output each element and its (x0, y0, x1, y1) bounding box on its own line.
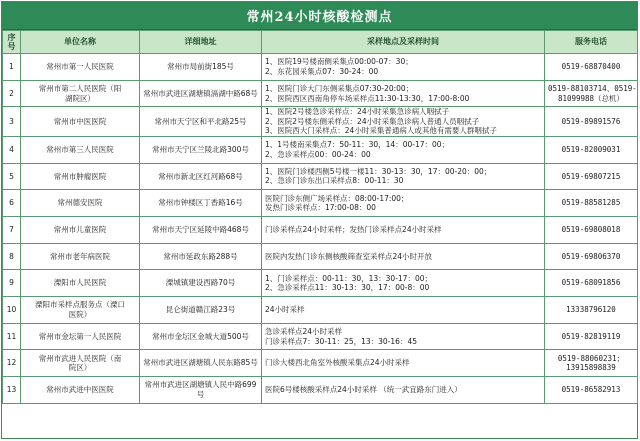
phone-cell-line: 13915898839 (566, 363, 616, 373)
unit-name-cell-line: 常州市第一人民医院 (46, 62, 114, 72)
row-number: 13 (3, 377, 21, 404)
sampling-cell-line: 门诊采样点7：30-11：25，13：30-16：45 (265, 336, 417, 346)
column-header-no: 序号 (3, 31, 21, 54)
sampling-cell-line: 2、医院2号楼东侧采样点：24小时采集急诊病人普通人员咽拭子 (265, 116, 480, 126)
phone-cell-line: 0519-82009031 (561, 144, 621, 154)
unit-name-cell-line: 常州市肿瘤医院 (53, 171, 107, 181)
sampling-cell (262, 297, 545, 324)
row-number: 4 (3, 136, 21, 163)
address-cell (140, 136, 262, 163)
sampling-cell (262, 107, 545, 137)
unit-name-cell (21, 270, 140, 297)
unit-name-cell (21, 350, 140, 377)
table-row (3, 243, 638, 270)
testing-sites-sheet (1, 1, 638, 439)
unit-name-cell-line: 常州德安医院 (57, 198, 103, 208)
row-number: 12 (3, 350, 21, 377)
address-cell-line: 常州市局前街185号 (167, 62, 234, 72)
table-row (3, 377, 638, 404)
address-cell-line: 常州市天宁区和平北路25号 (154, 116, 247, 126)
address-cell-line: 常州市金坛区金城大道500号 (152, 331, 249, 341)
table-body (3, 54, 638, 404)
unit-name-cell (21, 80, 140, 107)
sampling-cell-line: 1、医院门诊楼西侧5号楼一楼11：30-13：30，17：00-20：00； (265, 166, 492, 176)
unit-name-cell (21, 243, 140, 270)
address-cell (140, 297, 262, 324)
unit-name-cell-line: 常州市第三人民医院 (46, 144, 114, 154)
address-cell (140, 80, 262, 107)
sampling-cell (262, 270, 545, 297)
sampling-cell-line: 2、急诊采样点00：00-24：00 (265, 149, 371, 159)
phone-cell (545, 107, 638, 137)
sampling-cell-line: 医院6号楼核酸采样点24小时采样 （统一武宜路东门进入） (265, 385, 462, 395)
address-cell (140, 107, 262, 137)
table-row (3, 350, 638, 377)
unit-name-cell (21, 107, 140, 137)
unit-name-cell-line: 常州市第二人民医院（阳 (38, 84, 122, 94)
address-cell-line: 常州市天宁区兰陵北路300号 (152, 144, 249, 154)
table-row (3, 190, 638, 217)
sampling-cell-line: 2、急诊采样点11：30-13：30，17：00-8：00 (265, 283, 430, 293)
testing-sites-table (2, 30, 638, 404)
sampling-cell (262, 136, 545, 163)
unit-name-cell-line: 常州市武进中医医院 (46, 385, 114, 395)
table-header-row (3, 31, 638, 54)
address-cell-line: 常州市武进区湖塘镇人民中路699 (144, 380, 257, 390)
address-cell-line: 常州市天宁区延陵中路468号 (152, 225, 249, 235)
table-row (3, 80, 638, 107)
phone-cell (545, 216, 638, 243)
phone-cell-line: 0519-89891576 (561, 116, 621, 126)
column-header-phone: 服务电话 (545, 31, 638, 54)
column-header-sampling: 采样地点及采样时间 (262, 31, 545, 54)
unit-name-cell (21, 216, 140, 243)
address-cell (140, 216, 262, 243)
sampling-cell-line: 2、医院西区西南角停车场采样点11:30-13:30，17:00-8:00 (265, 93, 470, 103)
phone-cell-line: 0519-82819119 (561, 331, 621, 341)
unit-name-cell-line: 溧阳市人民医院 (53, 278, 107, 288)
row-number: 10 (3, 297, 21, 324)
phone-cell-line: 0519-86582913 (561, 385, 621, 395)
row-number: 7 (3, 216, 21, 243)
column-header-address: 详细地址 (140, 31, 262, 54)
sampling-cell (262, 377, 545, 404)
address-cell (140, 350, 262, 377)
sampling-cell-line: 1、1号楼南采集点7：50-11：30，14：00-17：00； (265, 140, 450, 150)
sampling-cell-line: 24小时采样 (265, 305, 305, 315)
unit-name-cell (21, 163, 140, 190)
unit-name-cell-line: 医院） (68, 309, 92, 319)
address-cell-line: 号 (196, 389, 205, 399)
phone-cell-line: 0519-88060231； (557, 353, 625, 363)
sampling-cell-line: 急诊采样点24小时采样 (265, 327, 343, 337)
phone-cell (545, 80, 638, 107)
unit-name-cell-line: 院区） (68, 363, 92, 373)
address-cell (140, 163, 262, 190)
address-cell (140, 54, 262, 81)
sampling-cell-line: 1、门诊采样点：00-11：30，13：30-17：00； (265, 273, 432, 283)
table-row (3, 54, 638, 81)
phone-cell-line: 0519-68870400 (561, 62, 621, 72)
row-number: 11 (3, 323, 21, 350)
row-number: 8 (3, 243, 21, 270)
sampling-cell (262, 216, 545, 243)
unit-name-cell-line: 常州市武进人民医院（南 (38, 353, 122, 363)
phone-cell-line: 0519-88581285 (561, 198, 621, 208)
unit-name-cell (21, 54, 140, 81)
phone-cell (545, 136, 638, 163)
sampling-cell-line: 门诊采样点24小时采样；发热门诊采样点24小时采样 (265, 225, 442, 235)
address-cell-line: 常州市武进区湖塘镇滆湖中路68号 (143, 88, 258, 98)
sampling-cell (262, 323, 545, 350)
table-row (3, 270, 638, 297)
phone-cell (545, 270, 638, 297)
unit-name-cell-line: 湖院区） (65, 93, 95, 103)
address-cell-line: 常州市新北区红河路68号 (158, 171, 243, 181)
row-number: 5 (3, 163, 21, 190)
sampling-cell (262, 190, 545, 217)
unit-name-cell-line: 常州市金坛第一人民医院 (38, 331, 122, 341)
sampling-cell (262, 163, 545, 190)
sampling-cell-line: 发热门诊采样点：17:00-08：00 (265, 203, 376, 213)
table-row (3, 323, 638, 350)
sampling-cell-line: 医院内发热门诊东侧核酸筛查室采样点24小时开放 (265, 251, 433, 261)
phone-cell (545, 323, 638, 350)
unit-name-cell (21, 136, 140, 163)
address-cell (140, 323, 262, 350)
row-number: 3 (3, 107, 21, 137)
row-number: 1 (3, 54, 21, 81)
address-cell-line: 常州市武进区湖塘镇人民东路85号 (143, 358, 258, 368)
unit-name-cell-line: 常州市老年病医院 (50, 251, 110, 261)
address-cell-line: 溧城镇建设西路70号 (165, 278, 236, 288)
sampling-cell (262, 350, 545, 377)
phone-cell-line: 0519-69808018 (561, 225, 621, 235)
phone-cell-line: 81099988（总机） (557, 93, 625, 103)
page-title: 常州24小时核酸检测点 (2, 2, 637, 30)
phone-cell (545, 190, 638, 217)
unit-name-cell-line: 溧阳市采样点服务点（溧口 (35, 300, 125, 310)
row-number: 9 (3, 270, 21, 297)
phone-cell (545, 350, 638, 377)
table-row (3, 216, 638, 243)
table-row (3, 297, 638, 324)
table-row (3, 136, 638, 163)
phone-cell-line: 13338796120 (566, 305, 616, 315)
phone-cell (545, 297, 638, 324)
phone-cell-line: 0519-68091856 (561, 278, 621, 288)
sampling-cell-line: 2、东花园采集点07：30-24：00 (265, 66, 379, 76)
phone-cell (545, 243, 638, 270)
unit-name-cell (21, 377, 140, 404)
unit-name-cell (21, 323, 140, 350)
column-header-unit: 单位名称 (21, 31, 140, 54)
unit-name-cell (21, 190, 140, 217)
address-cell-line: 常州市延政东路288号 (163, 251, 238, 261)
address-cell-line: 昆仑街道赣江路23号 (165, 305, 236, 315)
phone-cell (545, 163, 638, 190)
address-cell (140, 270, 262, 297)
sampling-cell (262, 54, 545, 81)
sampling-cell (262, 80, 545, 107)
phone-cell-line: 0519-69807215 (561, 171, 621, 181)
phone-cell (545, 377, 638, 404)
sampling-cell-line: 2、急诊门诊东出口采样点8：00-11：30 (265, 176, 404, 186)
sampling-cell-line: 1、医院门诊大门东侧采集点07:30-20:00； (265, 84, 414, 94)
sampling-cell-line: 1、医院2号楼急诊采样点：24小时采集急诊病人咽拭子 (265, 107, 450, 117)
sampling-cell-line: 门诊大楼西北角室外核酸采集点24小时采样 (265, 358, 410, 368)
address-cell-line: 常州市钟楼区丁香路16号 (158, 198, 243, 208)
phone-cell (545, 54, 638, 81)
sampling-cell (262, 243, 545, 270)
address-cell (140, 190, 262, 217)
phone-cell-line: 0519-88103714、0519- (548, 84, 637, 94)
address-cell (140, 377, 262, 404)
sampling-cell-line: 3、医院西大门采样点：24小时采集普通病人或其他有需要人群咽拭子 (265, 126, 497, 136)
sampling-cell-line: 1、医院19号楼南侧采集点00:00-07：30； (265, 57, 413, 67)
sampling-cell-line: 医院门诊东侧广场采样点：08:00-17:00； (265, 193, 409, 203)
unit-name-cell-line: 常州市儿童医院 (53, 225, 107, 235)
row-number: 6 (3, 190, 21, 217)
unit-name-cell-line: 常州市中医医院 (53, 116, 107, 126)
address-cell (140, 243, 262, 270)
table-row (3, 163, 638, 190)
phone-cell-line: 0519-69806370 (561, 251, 621, 261)
unit-name-cell (21, 297, 140, 324)
table-row (3, 107, 638, 137)
row-number: 2 (3, 80, 21, 107)
